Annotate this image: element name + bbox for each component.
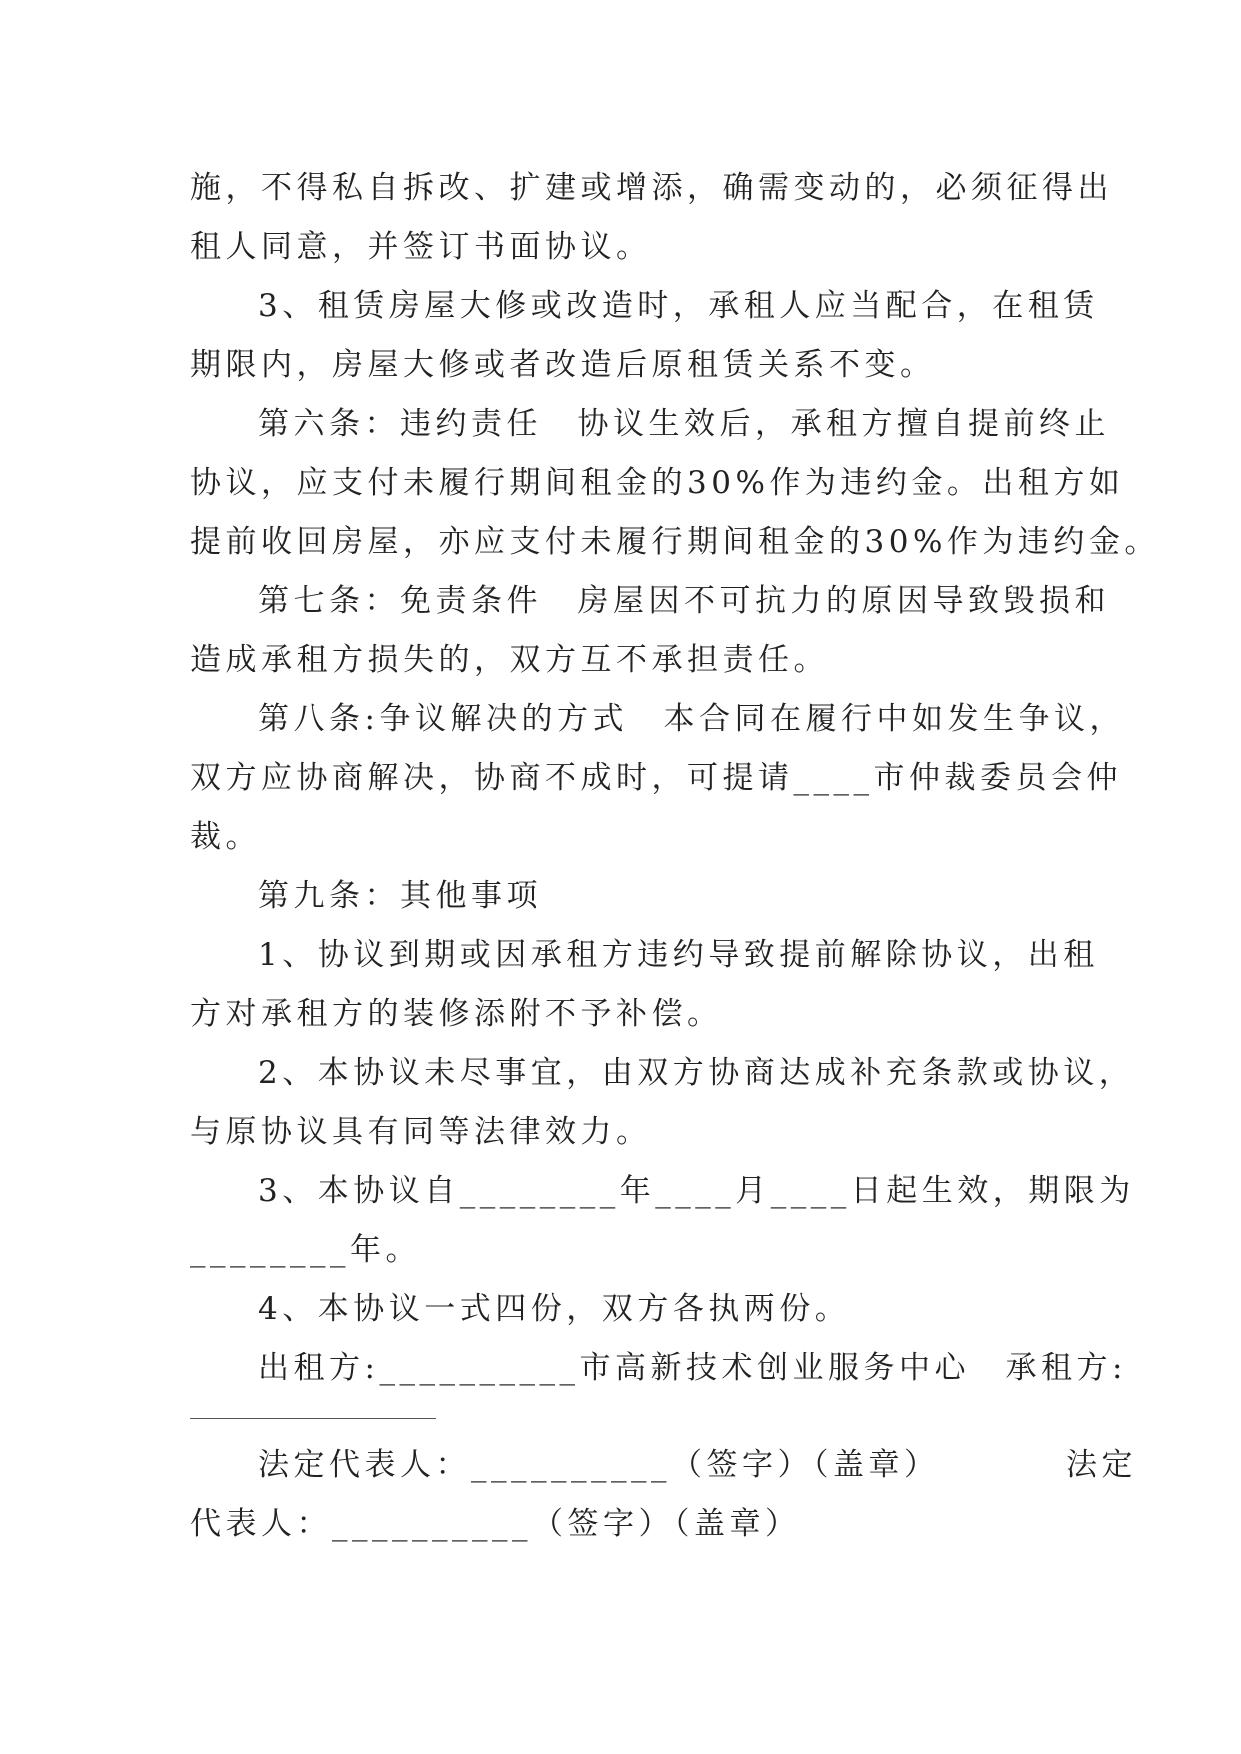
text-line-15: 方对承租方的装修添附不予补偿。 [190, 996, 723, 1032]
signature-underline [190, 1418, 436, 1419]
text-line-20: 4、本协议一式四份，双方各执两份。 [258, 1291, 851, 1327]
text-line-8: 第七条：免责条件 房屋因不可抗力的原因导致毁损和 [258, 583, 1110, 619]
text-line-1: 施，不得私自拆改、扩建或增添，确需变动的，必须征得出 [190, 170, 1113, 206]
text-line-7: 提前收回房屋，亦应支付未履行期间租金的30%作为违约金。 [190, 524, 1160, 560]
text-line-4: 期限内，房屋大修或者改造后原租赁关系不变。 [190, 347, 936, 383]
text-line-23: 代表人：__________（签字）（盖章） [190, 1506, 801, 1542]
text-line-12: 裁。 [190, 819, 261, 855]
text-line-10: 第八条:争议解决的方式 本合同在履行中如发生争议， [258, 701, 1125, 737]
text-line-18: 3、本协议自________年____月____日起生效，期限为 [258, 1173, 1135, 1209]
text-line-6: 协议，应支付未履行期间租金的30%作为违约金。出租方如 [190, 465, 1125, 501]
text-line-3: 3、租赁房屋大修或改造时，承租人应当配合，在租赁 [258, 288, 1099, 324]
text-line-16: 2、本协议未尽事宜，由双方协商达成补充条款或协议， [258, 1055, 1135, 1091]
text-line-14: 1、协议到期或因承租方违约导致提前解除协议，出租 [258, 937, 1099, 973]
text-line-9: 造成承租方损失的，双方互不承担责任。 [190, 642, 829, 678]
text-line-11: 双方应协商解决，协商不成时，可提请____市仲裁委员会仲 [190, 760, 1122, 796]
text-line-22: 法定代表人：__________（签字）（盖章） 法定 [258, 1447, 1137, 1483]
text-line-17: 与原协议具有同等法律效力。 [190, 1114, 652, 1150]
text-line-2: 租人同意，并签订书面协议。 [190, 229, 652, 265]
text-line-13: 第九条：其他事项 [258, 878, 542, 914]
text-line-19: ________年。 [190, 1232, 421, 1268]
text-line-21: 出租方:__________市高新技术创业服务中心 承租方: [258, 1350, 1127, 1386]
text-line-5: 第六条：违约责任 协议生效后，承租方擅自提前终止 [258, 406, 1110, 442]
